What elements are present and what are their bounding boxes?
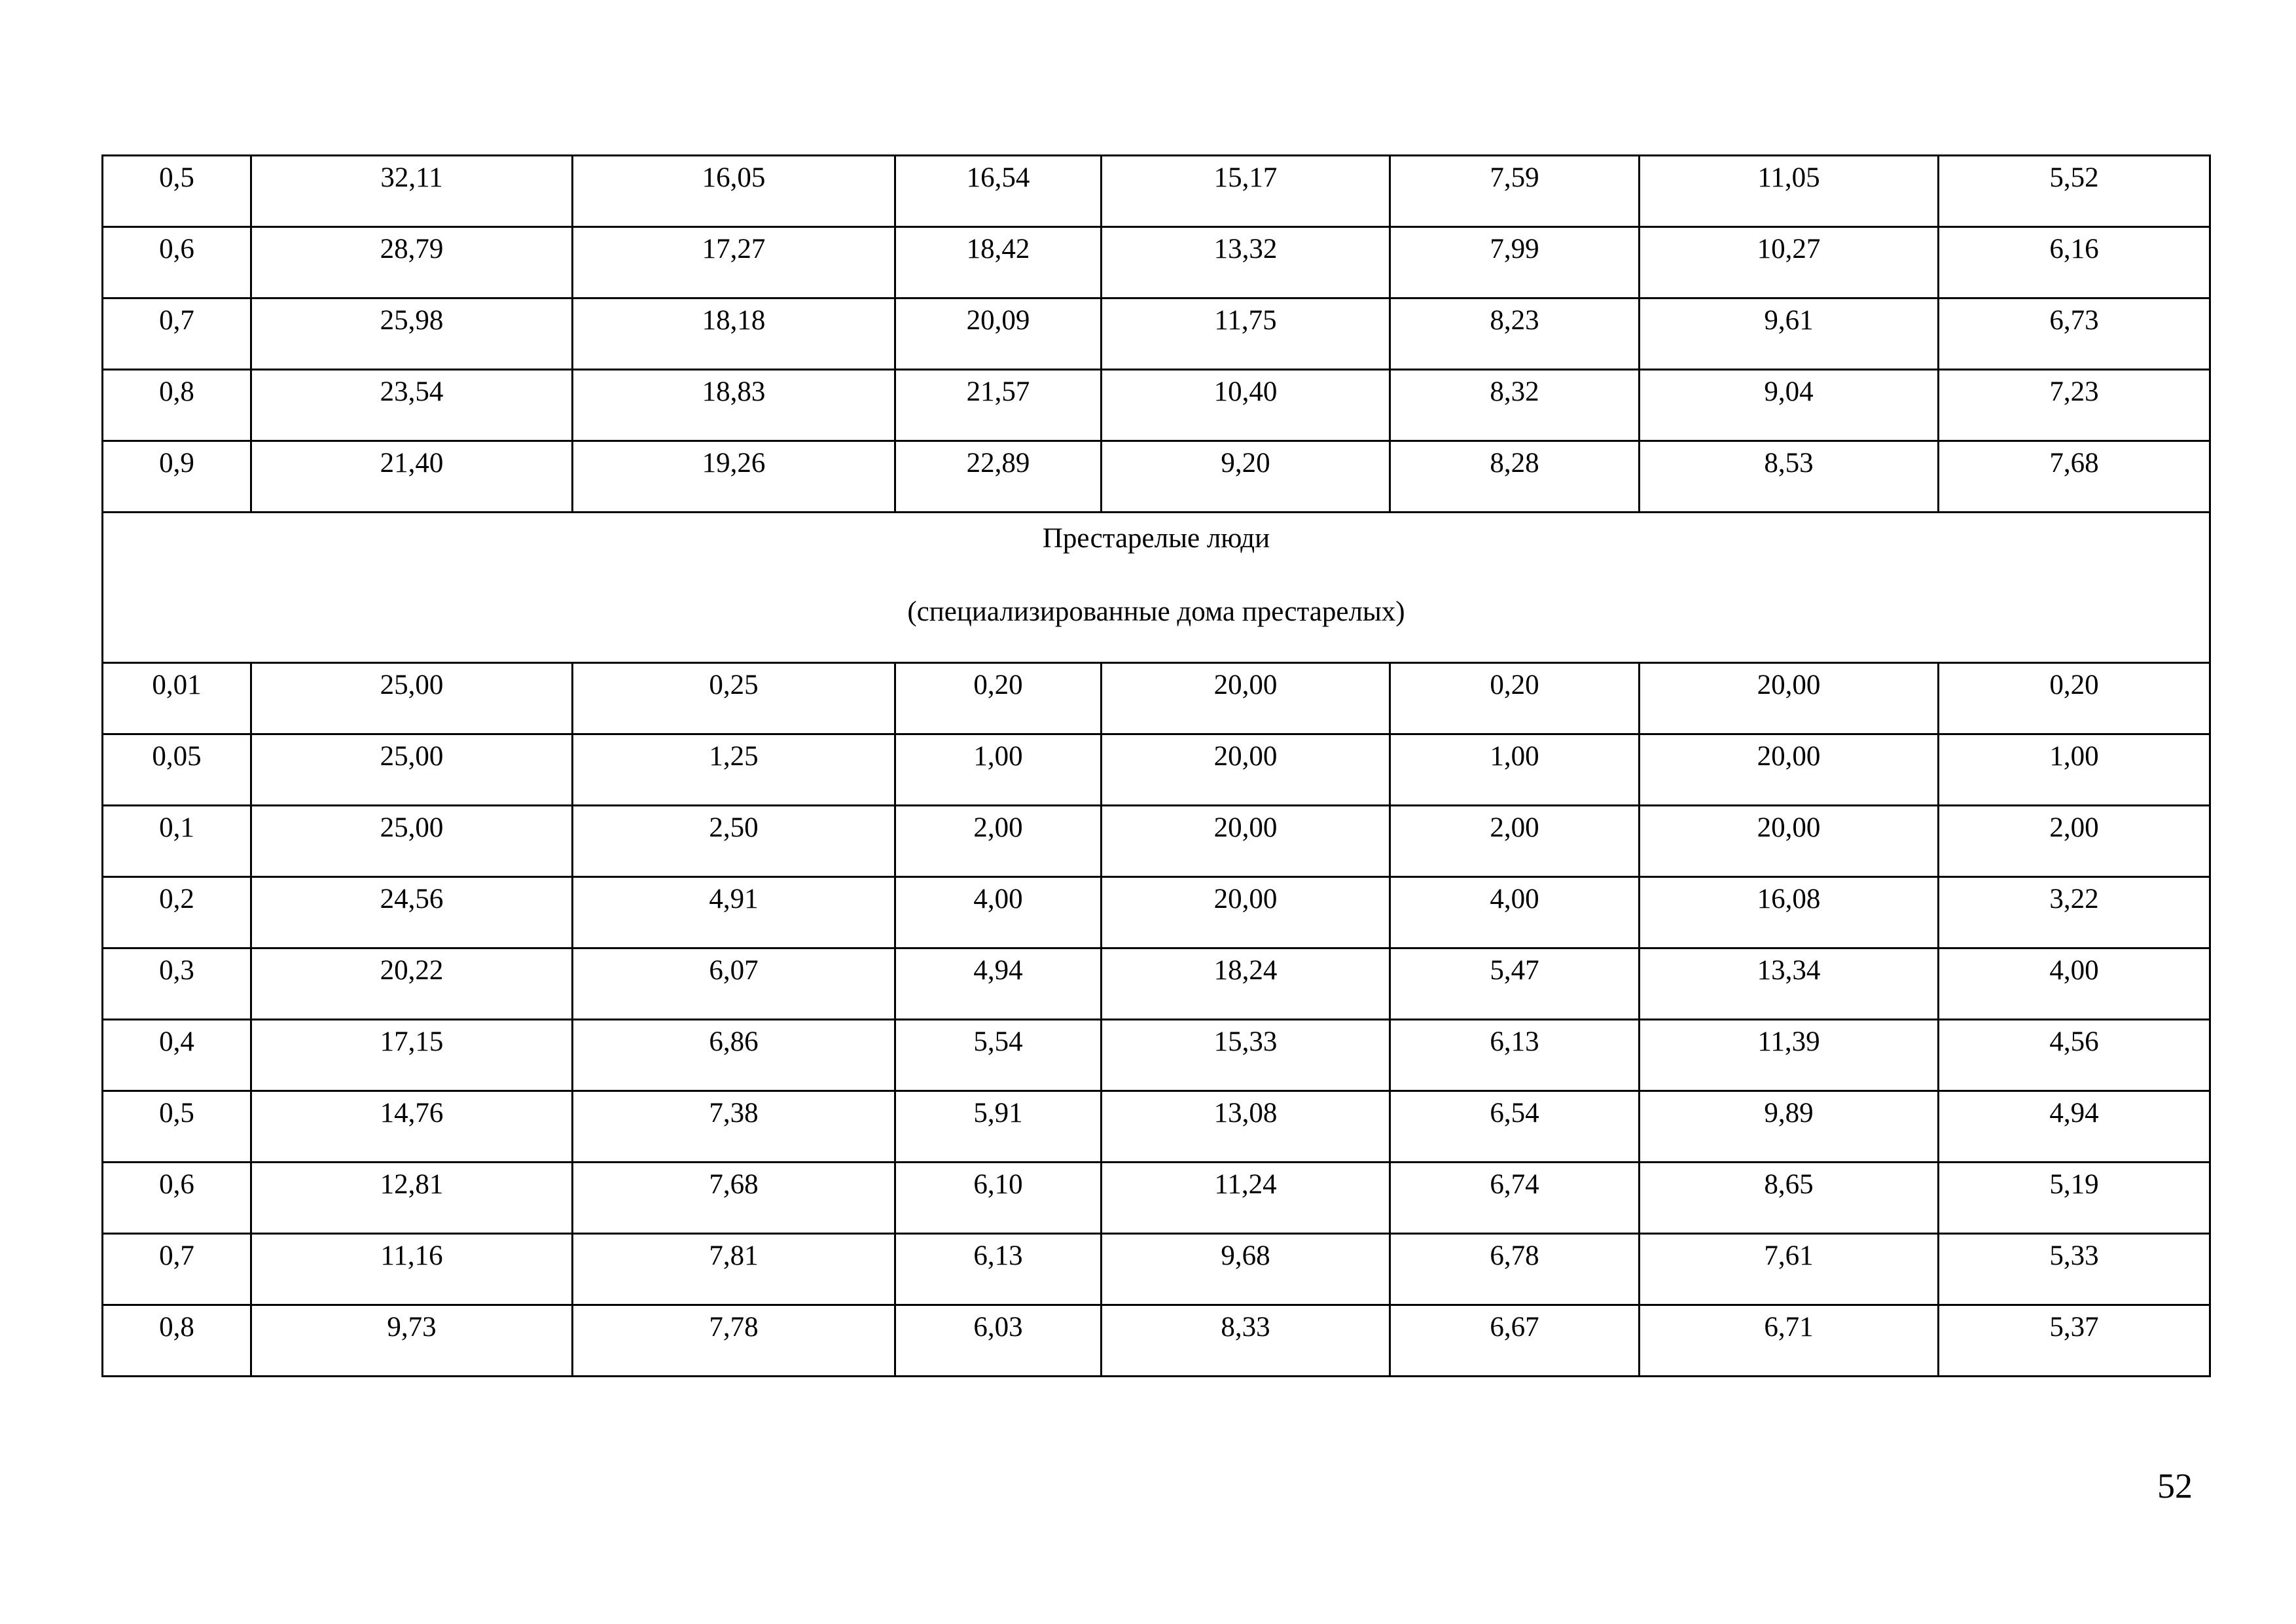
section-subtitle: (специализированные дома престарелых) (907, 596, 1405, 627)
table-cell: 6,78 (1390, 1234, 1640, 1305)
table-row (103, 370, 2210, 441)
table-row (103, 663, 2210, 734)
table-row (103, 1234, 2210, 1305)
table-cell: 4,56 (1939, 1020, 2210, 1091)
table-cell: 0,2 (103, 877, 251, 948)
table-cell: 18,83 (573, 370, 895, 441)
table-row (103, 734, 2210, 806)
table-row (103, 298, 2210, 370)
table-row (103, 227, 2210, 298)
table-cell: 11,75 (1102, 298, 1390, 370)
section-title: Престарелые люди (1042, 523, 1270, 554)
table-cell: 18,42 (895, 227, 1102, 298)
table-cell: 13,34 (1640, 948, 1939, 1020)
table-cell: 17,15 (251, 1020, 573, 1091)
table-cell: 8,53 (1640, 441, 1939, 513)
table-cell: 25,00 (251, 663, 573, 734)
table-cell: 9,73 (251, 1305, 573, 1377)
table-row (103, 1305, 2210, 1377)
table-row (103, 441, 2210, 513)
table-cell: 5,33 (1939, 1234, 2210, 1305)
table-row (103, 1020, 2210, 1091)
table-cell: 8,23 (1390, 298, 1640, 370)
table-cell: 5,52 (1939, 156, 2210, 227)
table-cell: 0,20 (895, 663, 1102, 734)
table-cell: 16,08 (1640, 877, 1939, 948)
table-cell: 32,11 (251, 156, 573, 227)
table-cell: 6,67 (1390, 1305, 1640, 1377)
table-cell: 0,6 (103, 1163, 251, 1234)
table-cell: 18,18 (573, 298, 895, 370)
table-cell: 4,00 (1390, 877, 1640, 948)
table-cell: 20,09 (895, 298, 1102, 370)
table-cell: 20,00 (1102, 806, 1390, 877)
table-cell: 5,19 (1939, 1163, 2210, 1234)
table-cell: 5,54 (895, 1020, 1102, 1091)
table-cell: 11,39 (1640, 1020, 1939, 1091)
table-cell: 25,00 (251, 806, 573, 877)
table-cell: 0,01 (103, 663, 251, 734)
table-cell: 0,1 (103, 806, 251, 877)
table-cell: 12,81 (251, 1163, 573, 1234)
table-cell: 20,00 (1640, 806, 1939, 877)
section-header-cell (103, 513, 2210, 663)
table-row (103, 948, 2210, 1020)
table-cell: 9,61 (1640, 298, 1939, 370)
table-cell: 1,00 (1390, 734, 1640, 806)
table-cell: 20,00 (1640, 734, 1939, 806)
table-cell: 2,00 (1939, 806, 2210, 877)
table-cell: 24,56 (251, 877, 573, 948)
table-cell: 6,54 (1390, 1091, 1640, 1163)
table-cell: 11,24 (1102, 1163, 1390, 1234)
table-cell: 22,89 (895, 441, 1102, 513)
table-cell: 0,05 (103, 734, 251, 806)
table-cell: 6,73 (1939, 298, 2210, 370)
table-cell: 4,94 (1939, 1091, 2210, 1163)
table-cell: 0,8 (103, 1305, 251, 1377)
table-cell: 0,20 (1939, 663, 2210, 734)
table-cell: 1,00 (1939, 734, 2210, 806)
table-cell: 0,4 (103, 1020, 251, 1091)
table-cell: 6,07 (573, 948, 895, 1020)
table-cell: 8,65 (1640, 1163, 1939, 1234)
table-cell: 11,05 (1640, 156, 1939, 227)
table-cell: 10,27 (1640, 227, 1939, 298)
table-cell: 5,37 (1939, 1305, 2210, 1377)
table-cell: 8,32 (1390, 370, 1640, 441)
table-cell: 7,68 (573, 1163, 895, 1234)
table-cell: 6,71 (1640, 1305, 1939, 1377)
table-cell: 14,76 (251, 1091, 573, 1163)
section-header-row (103, 513, 2210, 663)
table-cell: 0,7 (103, 1234, 251, 1305)
table-cell: 28,79 (251, 227, 573, 298)
table-cell: 0,6 (103, 227, 251, 298)
table-cell: 2,00 (895, 806, 1102, 877)
table-row (103, 877, 2210, 948)
table-cell: 7,23 (1939, 370, 2210, 441)
table-cell: 23,54 (251, 370, 573, 441)
table-cell: 6,16 (1939, 227, 2210, 298)
table-cell: 4,91 (573, 877, 895, 948)
table-cell: 6,03 (895, 1305, 1102, 1377)
table-cell: 0,25 (573, 663, 895, 734)
data-table (101, 154, 2211, 1377)
table-row (103, 1091, 2210, 1163)
table-cell: 20,00 (1102, 877, 1390, 948)
table-cell: 6,74 (1390, 1163, 1640, 1234)
table-cell: 8,33 (1102, 1305, 1390, 1377)
table-cell: 0,5 (103, 156, 251, 227)
table-cell: 6,10 (895, 1163, 1102, 1234)
table-cell: 9,04 (1640, 370, 1939, 441)
table-cell: 20,00 (1102, 663, 1390, 734)
table-cell: 0,7 (103, 298, 251, 370)
table-cell: 4,00 (895, 877, 1102, 948)
table-cell: 21,57 (895, 370, 1102, 441)
table-cell: 25,98 (251, 298, 573, 370)
table-cell: 7,59 (1390, 156, 1640, 227)
table-cell: 20,00 (1102, 734, 1390, 806)
table-cell: 21,40 (251, 441, 573, 513)
table-cell: 7,38 (573, 1091, 895, 1163)
table-cell: 0,20 (1390, 663, 1640, 734)
page-number: 52 (2157, 1466, 2193, 1506)
table-cell: 19,26 (573, 441, 895, 513)
table-cell: 0,9 (103, 441, 251, 513)
table-body (103, 156, 2210, 1377)
table-cell: 6,13 (1390, 1020, 1640, 1091)
table-cell: 0,5 (103, 1091, 251, 1163)
table-cell: 9,20 (1102, 441, 1390, 513)
table-cell: 15,33 (1102, 1020, 1390, 1091)
table-cell: 7,81 (573, 1234, 895, 1305)
table-cell: 2,00 (1390, 806, 1640, 877)
table-cell: 4,00 (1939, 948, 2210, 1020)
table-cell: 0,8 (103, 370, 251, 441)
table-cell: 3,22 (1939, 877, 2210, 948)
table-cell: 20,00 (1640, 663, 1939, 734)
table-cell: 4,94 (895, 948, 1102, 1020)
table-cell: 15,17 (1102, 156, 1390, 227)
table-cell: 20,22 (251, 948, 573, 1020)
table-cell: 1,25 (573, 734, 895, 806)
table-cell: 16,05 (573, 156, 895, 227)
table-cell: 13,08 (1102, 1091, 1390, 1163)
table-cell: 1,00 (895, 734, 1102, 806)
table-row (103, 806, 2210, 877)
table-cell: 2,50 (573, 806, 895, 877)
table-cell: 17,27 (573, 227, 895, 298)
table-cell: 7,78 (573, 1305, 895, 1377)
table-cell: 13,32 (1102, 227, 1390, 298)
table-cell: 5,91 (895, 1091, 1102, 1163)
table-cell: 0,3 (103, 948, 251, 1020)
table-cell: 25,00 (251, 734, 573, 806)
table-row (103, 1163, 2210, 1234)
table-row (103, 156, 2210, 227)
table-cell: 18,24 (1102, 948, 1390, 1020)
table-cell: 6,13 (895, 1234, 1102, 1305)
table-cell: 5,47 (1390, 948, 1640, 1020)
table-cell: 7,61 (1640, 1234, 1939, 1305)
table-cell: 10,40 (1102, 370, 1390, 441)
table-cell: 6,86 (573, 1020, 895, 1091)
table-cell: 8,28 (1390, 441, 1640, 513)
table-cell: 9,68 (1102, 1234, 1390, 1305)
table-cell: 16,54 (895, 156, 1102, 227)
table-cell: 9,89 (1640, 1091, 1939, 1163)
table-cell: 11,16 (251, 1234, 573, 1305)
table-cell: 7,99 (1390, 227, 1640, 298)
table-cell: 7,68 (1939, 441, 2210, 513)
